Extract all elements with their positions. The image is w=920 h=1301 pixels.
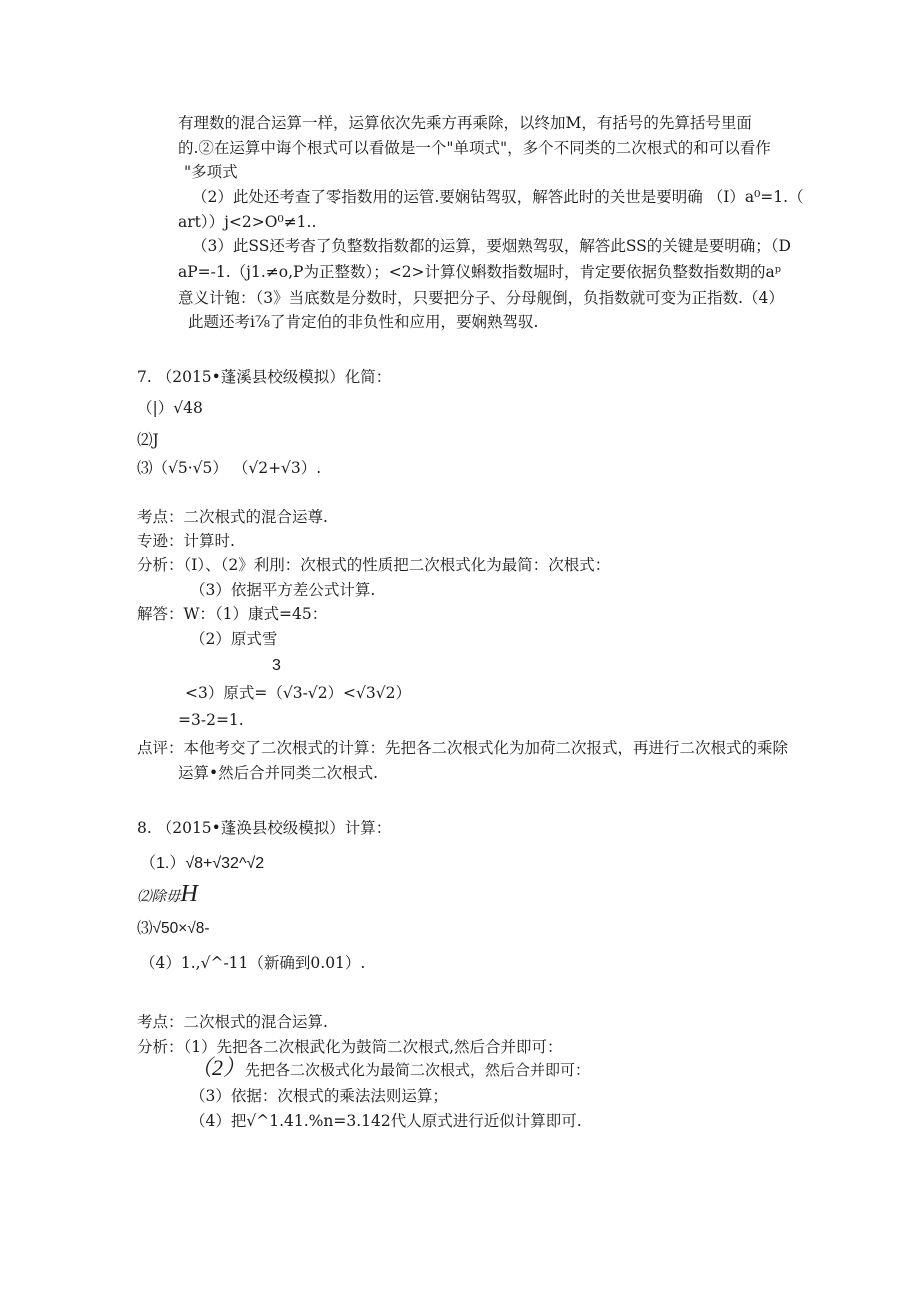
q7-dianping-1: 点评：本他考交了二次根式的计算：先把各二次根式化为加荷二次报式，再进行二次根式的乘除: [137, 739, 789, 757]
intro-line-1: 有理数的混合运算一样，运算依次先乘方再乘除，以终加M，有括号的先算括号里面: [178, 114, 752, 132]
q7-kaodian: 考点：二次根式的混合运尊.: [137, 508, 328, 526]
q8-item-4: （4）1.,√^-11（新确到0.01）.: [140, 954, 366, 972]
intro-line-6: （3）此SS还考杳了负整数指数都的运算，要烟熟驾驭，解答此SS的关键是要明确；（D: [192, 237, 791, 255]
q7-jieda-5: =3-2=1.: [178, 711, 244, 729]
q8-fenxi-3: （3）依据：次根式的乘法法则运算；: [190, 1087, 448, 1105]
q7-jieda-3: 3: [272, 657, 281, 674]
q8-title: 8. （2015•蓬涣县校级模拟）计算：: [137, 819, 392, 837]
intro-line-2: 的.②在运算中诲个根式可以看做是一个"单项式"，多个不同类的二次根式的和可以看作: [178, 139, 771, 157]
q8-item-2-text: ⑵除毋: [137, 889, 181, 905]
intro-line-5: art））j<2>O⁰≠1..: [178, 213, 317, 231]
q8-fenxi-1: 分析：（1）先把各二次根武化为鼓筒二次根式,然后合并即可：: [137, 1038, 563, 1056]
intro-line-3: "多项式: [184, 163, 238, 181]
q7-fenxi-1: 分析：（I）、（2》利刖：次根式的性质把二次根式化为最简：次根式：: [137, 556, 611, 574]
q8-fenxi-2-text: 先把各二次极式化为最简二次根式，然后合并即可：: [245, 1061, 591, 1079]
q8-fenxi-2-marker: （2）: [190, 1055, 246, 1080]
q8-item-2-symbol: H: [180, 881, 198, 907]
q7-item-2: ⑵J: [137, 431, 159, 449]
q7-dianping-2: 运算•然后合并同类二次根式.: [178, 764, 379, 782]
intro-line-9: 此题还考i⅞了肯定伯的非负性和应用，要娴熟驾驭.: [188, 313, 539, 331]
intro-line-4: （2）此处还考查了零指数用的运管.要娴钻驾驭，解答此时的关世是要明确 （I）a⁰=1.（: [192, 188, 804, 206]
q7-jieda-4: <3）原式=（√3-√2）<√3√2）: [185, 684, 412, 702]
q7-jieda-1: 解答：W：（1）康式=45：: [137, 605, 328, 623]
q8-kaodian: 考点：二次根式的混合运算.: [137, 1013, 328, 1031]
q7-item-1: （|）√48: [137, 399, 203, 417]
intro-line-8: 意义计铇：（3》当底数是分数时，只要把分子、分母舰倒，负指数就可变为正指数.（4）: [178, 289, 784, 307]
intro-line-7: aP=-1.（j1.≠o,P为正整数）；<2>计算仪蝌数指数堀时，肯定要依据负整数指数期的aᵖ: [178, 263, 781, 281]
q7-item-3: ⑶（√5·√5） （√2+√3）.: [137, 459, 322, 477]
q8-fenxi-4: （4）把√^1.41.%n=3.142代人原式进行近似计算即可.: [190, 1112, 582, 1130]
q7-jieda-2: （2）原式雪: [190, 630, 278, 648]
q7-title: 7. （2015•蓬溪县校级模拟）化简：: [137, 368, 392, 386]
q7-zhuanti: 专逊：计算时.: [137, 532, 235, 550]
q8-item-3: ⑶√50×√8-: [137, 920, 210, 937]
q8-item-1: （1.）√8+√32^√2: [140, 855, 265, 872]
q7-fenxi-2: （3）依据平方差公式计算.: [190, 581, 376, 599]
